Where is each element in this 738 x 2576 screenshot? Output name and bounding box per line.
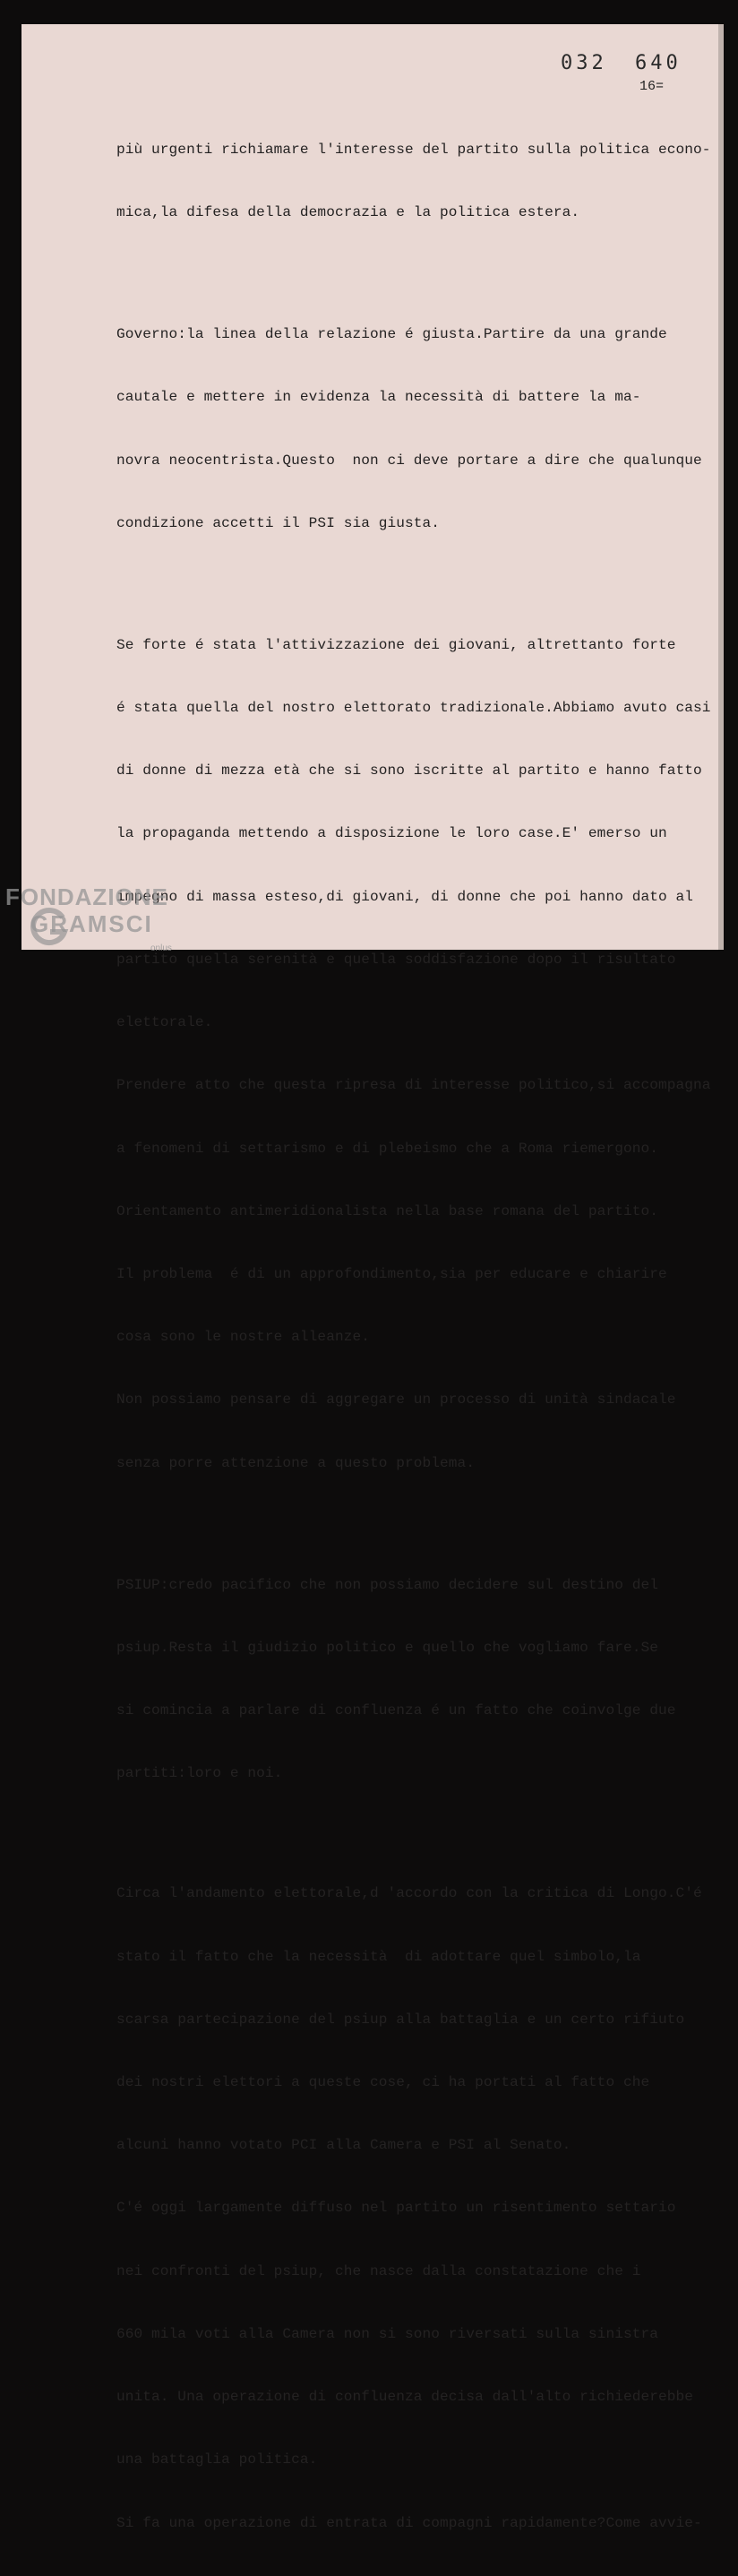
text-line: una battaglia politica.: [116, 2451, 318, 2468]
fondazione-gramsci-watermark: [5, 883, 172, 953]
text-line: partito quella serenità e quella soddisfazione dopo il risultato: [116, 951, 676, 968]
text-line: più urgenti richiamare l'interesse del partito sulla politica econo-: [116, 141, 711, 158]
text-line: impegno di massa esteso,di giovani, di donne che poi hanno dato al: [116, 888, 694, 905]
text-line: elettorale.: [116, 1014, 213, 1031]
text-line: nei confronti del psiup, che nasce dalla constatazione che i: [116, 2262, 641, 2279]
watermark-line-2: GRAMSCI: [30, 910, 153, 937]
text-line: la propaganda mettendo a disposizione le loro case.E' emerso un: [116, 825, 667, 842]
paragraph-4: [116, 1533, 708, 1827]
text-line: Orientamento antimeridionalista nella base romana del partito.: [116, 1202, 658, 1219]
text-line: di donne di mezza età che si sono iscritte al partito e hanno fatto: [116, 762, 702, 780]
text-line: alcuni hanno votato PCI alla Camera e PSI al Senato.: [116, 2137, 571, 2154]
text-line: mica,la difesa della democrazia e la politica estera.: [116, 204, 580, 221]
text-line: a fenomeni di settarismo e di plebeismo che a Roma riemergono.: [116, 1140, 658, 1157]
text-line: Governo:la linea della relazione é giusta.Partire da una grande: [116, 326, 667, 343]
text-line: stato il fatto che la necessità di adottare quel simbolo,la: [116, 1948, 641, 1965]
text-line: senza porre attenzione a questo problema.: [116, 1454, 476, 1471]
text-line: unita. Una operazione di confluenza decisa dall'alto richiederebbe: [116, 2389, 694, 2406]
text-line: cautale e mettere in evidenza la necessità di battere la ma-: [116, 389, 641, 406]
text-line: Se forte é stata l'attivizzazione dei giovani, altrettanto forte: [116, 636, 676, 653]
page-number: 16=: [639, 79, 665, 94]
paragraph-1: [116, 98, 711, 265]
text-line: novra neocentrista.Questo non ci deve portare a dire che qualunque: [116, 452, 702, 469]
watermark-line-3: onlus: [150, 943, 172, 953]
text-line: scarsa partecipazione del psiup alla battaglia e un certo rifiuto: [116, 2011, 685, 2028]
watermark-line-1: FONDAZIONE: [5, 883, 168, 910]
text-line: 660 mila voti alla Camera non si sono riversati sulla sinistra: [116, 2325, 658, 2342]
text-line: cosa sono le nostre alleanze.: [116, 1329, 370, 1346]
text-line: Prendere atto che questa ripresa di interesse politico,si accompagna: [116, 1077, 711, 1094]
document-body: [116, 98, 711, 2576]
text-line: partiti:loro e noi.: [116, 1765, 283, 1782]
text-line: condizione accetti il PSI sia giusta.: [116, 514, 441, 531]
page-edge: [718, 24, 724, 950]
text-line: é stata quella del nostro elettorato tradizionale.Abbiamo avuto casi: [116, 699, 711, 716]
paragraph-3: [116, 593, 711, 1516]
text-line: Il problema é di un approfondimento,sia per educare e chiarire: [116, 1265, 667, 1282]
text-line: PSIUP:credo pacifico che non possiamo decidere sul destino del: [116, 1576, 658, 1593]
text-line: Non possiamo pensare di aggregare un processo di unità sindacale: [116, 1391, 676, 1409]
text-line: C'é oggi largamente diffuso nel partito un risentimento settario: [116, 2200, 676, 2217]
paragraph-2: [116, 282, 708, 576]
text-line: Circa l'andamento elettorale,d 'accordo con la critica di Longo.C'é: [116, 1885, 702, 1902]
paragraph-5: [116, 1842, 708, 2576]
archive-number: 032 640: [561, 52, 682, 74]
text-line: psiup.Resta il giudizio politico e quello che vogliamo fare.Se: [116, 1639, 658, 1656]
text-line: dei nostri elettori a queste cose, ci ha portati al fatto che: [116, 2073, 650, 2090]
text-line: Si fa una operazione di entrata di compagni rapidamente?Come avvie-: [116, 2514, 702, 2531]
text-line: si comincia a parlare di confluenza é un fatto che coinvolge due: [116, 1702, 676, 1719]
